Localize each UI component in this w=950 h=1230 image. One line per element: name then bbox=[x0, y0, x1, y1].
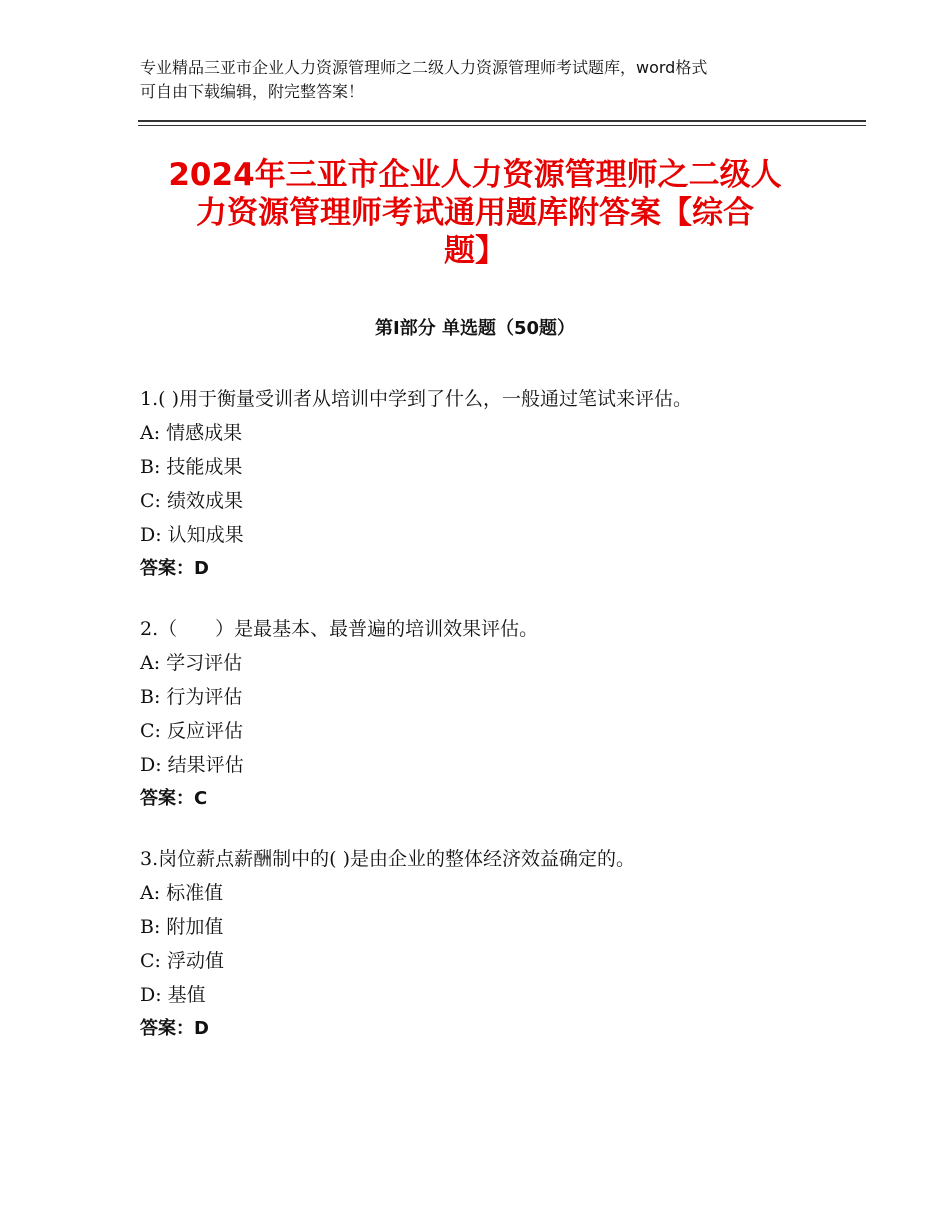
question-list bbox=[140, 382, 860, 1072]
option-c: C: 浮动值 bbox=[140, 950, 224, 972]
document-title bbox=[130, 156, 820, 270]
option-b: B: 行为评估 bbox=[140, 686, 243, 708]
option-a: A: 情感成果 bbox=[140, 422, 243, 444]
option-a: A: 标准值 bbox=[140, 882, 224, 904]
question-stem: 1.( )用于衡量受训者从培训中学到了什么，一般通过笔试来评估。 bbox=[140, 388, 692, 410]
header-note-line: 可自由下载编辑，附完整答案！ bbox=[140, 82, 365, 101]
title-line: 2024年三亚市企业人力资源管理师之二级人 bbox=[168, 157, 782, 193]
section-title: 第Ⅰ部分 单选题（50题） bbox=[374, 318, 575, 339]
question-2 bbox=[140, 612, 860, 816]
question-3 bbox=[140, 842, 860, 1046]
option-b: B: 技能成果 bbox=[140, 456, 243, 478]
option-c: C: 反应评估 bbox=[140, 720, 243, 742]
answer: 答案：C bbox=[140, 788, 208, 809]
header-note-line: 专业精品三亚市企业人力资源管理师之二级人力资源管理师考试题库，word格式 bbox=[140, 58, 708, 77]
option-a: A: 学习评估 bbox=[140, 652, 243, 674]
answer: 答案：D bbox=[140, 1018, 209, 1039]
title-line: 题】 bbox=[444, 233, 506, 269]
option-d: D: 结果评估 bbox=[140, 754, 244, 776]
question-1 bbox=[140, 382, 860, 586]
header-divider-thick bbox=[138, 120, 866, 122]
option-d: D: 认知成果 bbox=[140, 524, 244, 546]
option-c: C: 绩效成果 bbox=[140, 490, 243, 512]
option-d: D: 基值 bbox=[140, 984, 206, 1006]
question-stem: 3.岗位薪点薪酬制中的( )是由企业的整体经济效益确定的。 bbox=[140, 848, 635, 870]
header-note bbox=[140, 56, 820, 104]
title-line: 力资源管理师考试通用题库附答案【综合 bbox=[196, 195, 754, 231]
header-divider-thin bbox=[138, 125, 866, 126]
option-b: B: 附加值 bbox=[140, 916, 224, 938]
answer: 答案：D bbox=[140, 558, 209, 579]
question-stem: 2.（ ）是最基本、最普遍的培训效果评估。 bbox=[140, 618, 539, 640]
